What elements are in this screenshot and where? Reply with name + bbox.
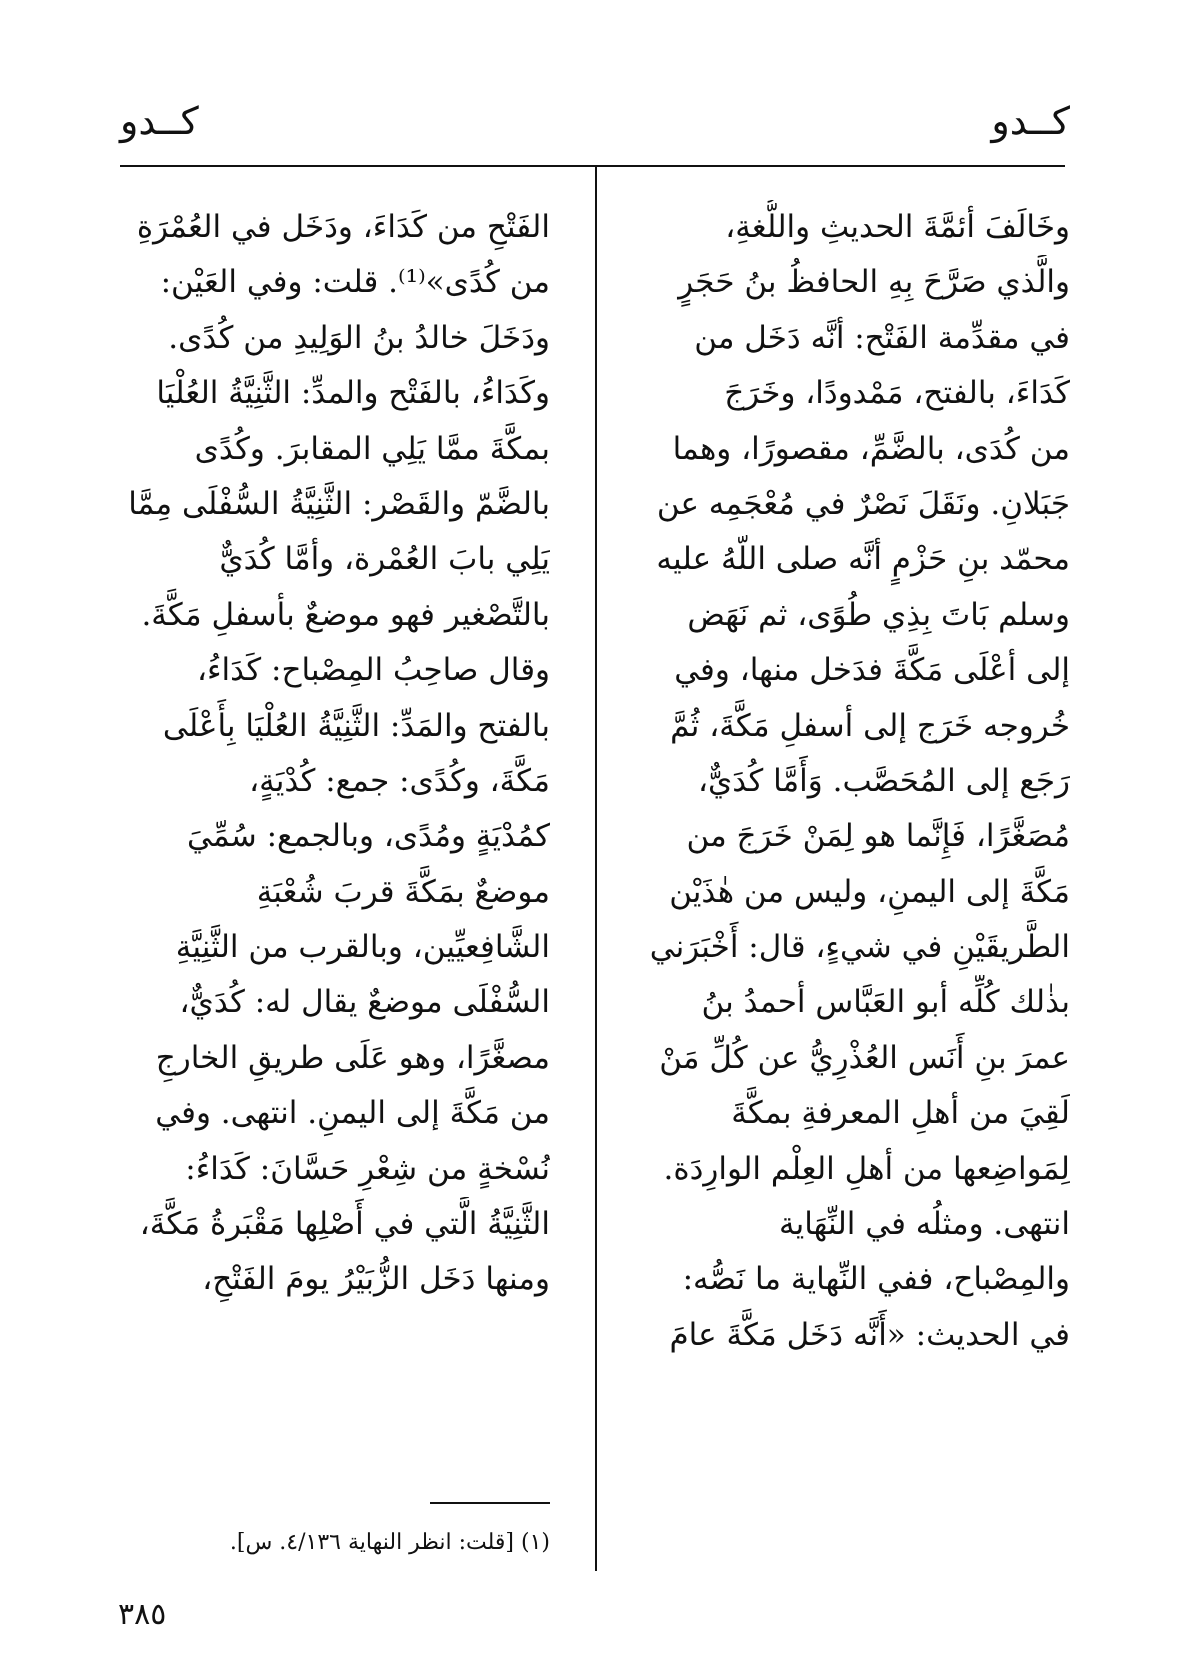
right-column-line: مَكَّةَ إلى اليمنِ، وليس من هٰذَيْن — [669, 873, 1070, 910]
right-column-line: لِمَواضِعها من أهلِ العِلْم الوارِدَة. — [663, 1150, 1070, 1187]
right-column-line: انتهى. ومثلُه في النِّهَاية — [778, 1206, 1070, 1243]
left-column — [120, 200, 550, 1308]
right-column-line: كَدَاءَ، بالفتح، مَمْدودًا، وخَرَجَ — [724, 375, 1070, 412]
right-column-line: مُصَغَّرًا، فَإِنَّما هو لِمَنْ خَرَجَ من — [686, 818, 1070, 855]
left-column-line: موضعٌ بمَكَّةَ قربَ شُعْبَةِ — [256, 873, 550, 910]
left-column-line: وكَدَاءُ، بالفَتْح والمدِّ: الثَّنِيَّةُ العُلْيَا — [156, 375, 550, 412]
right-column-line: جَبَلانِ. ونَقَلَ نَصْرٌ في مُعْجَمِه عن — [656, 485, 1070, 522]
right-column-line: عمرَ بنِ أَنَس العُذْرِيُّ عن كُلِّ مَنْ — [659, 1039, 1070, 1076]
left-column-line: مَكَّةَ، وكُدًى: جمع: كُدْيَةٍ، — [249, 762, 550, 799]
left-column-line: من كُدًى»⁽¹⁾. قلت: وفي العَيْن: — [160, 264, 550, 301]
right-column-line: بذٰلك كُلِّه أبو العَبَّاس أحمدُ بنُ — [701, 984, 1070, 1021]
right-column — [630, 200, 1070, 1363]
right-column-line: رَجَع إلى المُحَصَّب. وَأَمَّا كُدَيٌّ، — [697, 762, 1070, 799]
page-number: ٣٨٥ — [118, 1597, 167, 1632]
right-column-line: في مقدِّمة الفَتْح: أنَّه دَخَل من — [694, 319, 1070, 356]
left-column-line: نُسْخةٍ من شِعْرِ حَسَّانَ: كَدَاءُ: — [185, 1150, 550, 1187]
header-rule — [120, 165, 1065, 167]
left-column-line: وقال صاحِبُ المِصْباح: كَدَاءُ، — [196, 652, 550, 689]
column-divider — [595, 166, 597, 1571]
left-column-line: ودَخَلَ خالدُ بنُ الوَلِيدِ من كُدًى. — [168, 319, 550, 356]
header-word-right: كــدو — [991, 99, 1070, 143]
right-column-line: والمِصْباح، ففي النِّهاية ما نَصُّه: — [682, 1261, 1070, 1298]
left-column-line: بالضَّمّ والقَصْر: الثَّنِيَّةُ السُّفْلَى مِمَّا — [128, 485, 550, 522]
right-column-line: لَقِيَ من أهلِ المعرفةِ بمكَّةَ — [731, 1095, 1070, 1132]
right-column-line: إلى أعْلَى مَكَّةَ فدَخل منها، وفي — [674, 652, 1070, 689]
left-column-line: بالفتح والمَدِّ: الثَّنِيَّةُ العُلْيَا بِأَعْلَى — [162, 707, 550, 744]
right-column-line: في الحديث: «أَنَّه دَخَل مَكَّةَ عامَ — [669, 1316, 1070, 1353]
footnote: (١) [قلت: انظر النهاية ٤/١٣٦. س]. — [229, 1530, 550, 1555]
right-column-line: الطَّريقَيْنِ في شيءٍ، قال: أَخْبَرَني — [649, 929, 1070, 966]
right-column-line: خُروجه خَرَج إلى أسفلِ مَكَّةَ، ثُمَّ — [670, 707, 1070, 744]
right-column-line: وسلم بَاتَ بِذِي طُوًى، ثم نَهَض — [687, 596, 1070, 633]
footnote-rule — [430, 1502, 550, 1504]
right-column-line: وخَالَفَ أئمَّةَ الحديثِ واللُّغةِ، — [725, 209, 1070, 245]
header-word-left: كــدو — [120, 99, 199, 143]
left-column-line: يَلِي بابَ العُمْرة، وأمَّا كُدَيٌّ — [219, 541, 550, 578]
right-column-line: من كُدَى، بالضَّمِّ، مقصورًا، وهما — [672, 430, 1070, 467]
left-column-line: الشَّافِعيِّين، وبالقرب من الثَّنِيَّةِ — [175, 929, 550, 966]
left-column-line: الثَّنِيَّةُ الَّتي في أَصْلِها مَقْبَرةُ مَكَّةَ، — [139, 1206, 550, 1243]
left-column-line: بمكَّةَ ممَّا يَلِي المقابرَ. وكُدًى — [194, 430, 550, 467]
left-column-line: من مَكَّةَ إلى اليمنِ. انتهى. وفي — [155, 1095, 550, 1132]
left-column-line: مصغَّرًا، وهو عَلَى طريقِ الخارجِ — [155, 1039, 550, 1076]
left-column-line: السُّفْلَى موضعٌ يقال له: كُدَيٌّ، — [179, 984, 550, 1021]
left-column-line: كمُدْيَةٍ ومُدًى، وبالجمع: سُمِّيَ — [187, 818, 550, 855]
left-column-line: بالتَّصْغير فهو موضعٌ بأسفلِ مَكَّةَ. — [141, 596, 550, 633]
left-column-line: الفَتْحِ من كَدَاءَ، ودَخَل في العُمْرَةِ — [136, 209, 550, 245]
right-column-line: والَّذي صَرَّحَ بِهِ الحافظُ بنُ حَجَرٍ — [678, 264, 1070, 301]
left-column-line: ومنها دَخَل الزُّبَيْرُ يومَ الفَتْحِ، — [202, 1261, 550, 1298]
right-column-line: محمّد بنِ حَزْمٍ أنَّه صلى اللّهُ عليه — [656, 541, 1070, 578]
